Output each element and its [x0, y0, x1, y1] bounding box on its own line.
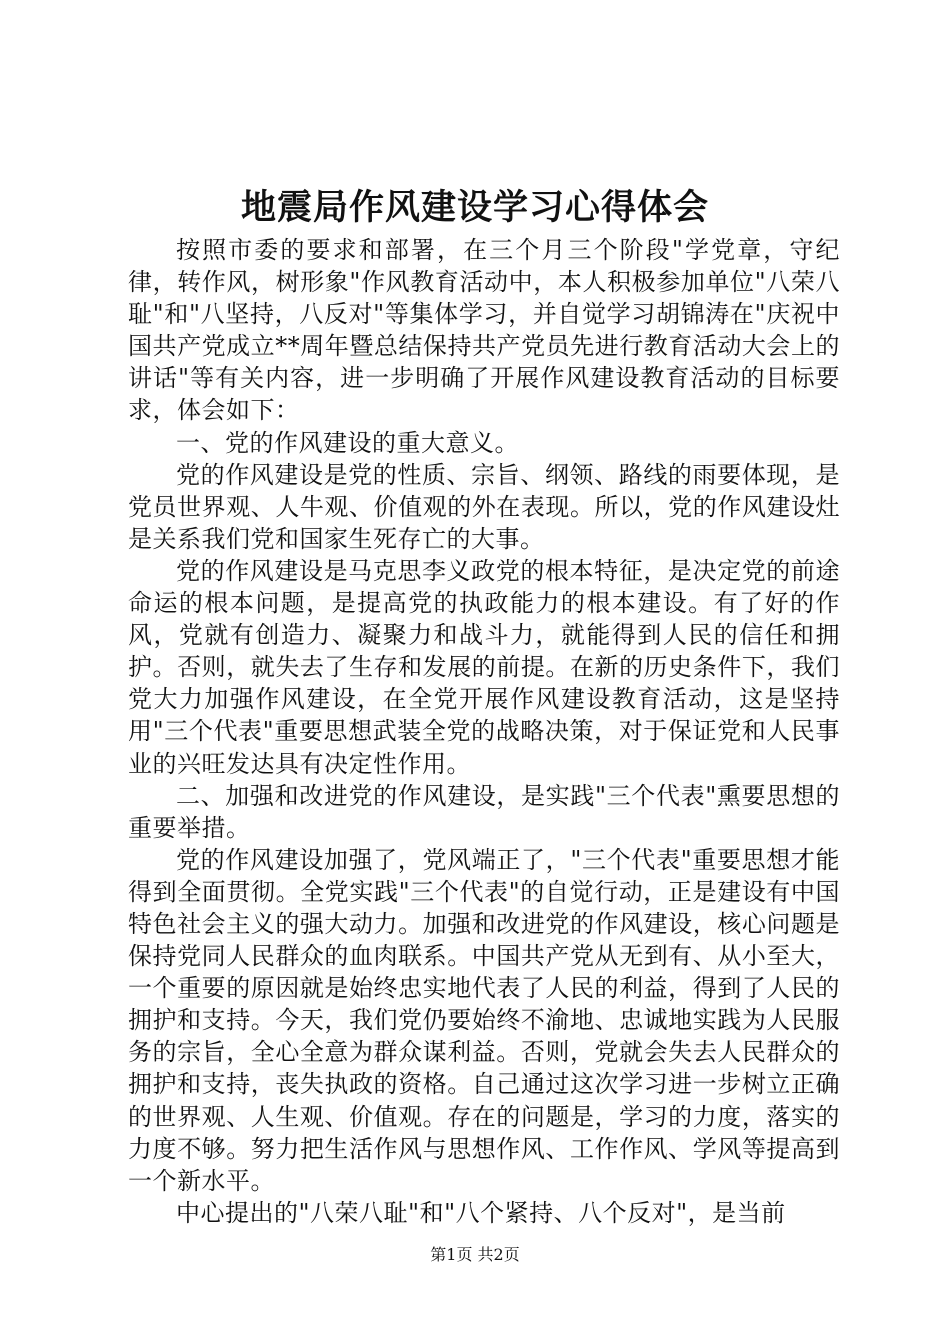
page-number-footer: 第1页 共2页 — [430, 1245, 520, 1264]
section-heading-improvement: 二、加强和改进党的作风建设，是实践"三个代表"熏要思想的重要举措。 — [128, 781, 840, 842]
paragraph-improvement: 党的作风建设加强了，党风端正了，"三个代表"重要思想才能得到全面贯彻。全党实践"三个代表"的自觉行动，正是建设有中国特色社会主义的强大动力。加强和改进党的作风建设，核心问题是保持党同人民群众的血肉联系。中国共产党从无到有、从小至大，一个重要的原因就是始终忠实地代表了人民的利益，得到了人民的拥护和支持。今天，我们党仍要始终不渝地、忠诚地实践为人民服务的宗旨，全心全意为群众谋利益。否则，党就会失去人民群众的拥护和支持，丧失执政的资格。自己通过这次学习进一步树立正确的世界观、人生观、价值观。存在的问题是，学习的力度，落实的力度不够。努力把生活作风与思想作风、工作作风、学风等提高到一个新水平。 — [128, 845, 840, 1195]
paragraph-continued: 中心提出的"八荣八耻"和"八个紧持、八个反对"，是当前 — [176, 1198, 786, 1227]
paragraph-characteristics: 党的作风建设是马克思李义政党的根本特征，是决定党的前途命运的根本问题，是提高党的执政能力的根本建设。有了好的作风，党就有创造力、凝聚力和战斗力，就能得到人民的信任和拥护。否则，就失去了生存和发展的前提。在新的历史条件下，我们党大力加强作风建设，在全党开展作风建设教育活动，这是坚持用"三个代表"重要思想武装全党的战略决策，对于保证党和人民事业的兴旺发达具有决定性作用。 — [128, 556, 840, 778]
document-body — [128, 234, 840, 1229]
paragraph-significance: 党的作风建设是党的性质、宗旨、纲领、路线的雨要体现，是党员世界观、人牛观、价值观的外在表现。所以，党的作风建设灶是关系我们党和国家生死存亡的大事。 — [128, 460, 840, 553]
section-heading-significance: 一、党的作风建设的重大意义。 — [176, 428, 519, 457]
paragraph-intro: 按照市委的要求和部署，在三个月三个阶段"学党章，守纪律，转作风，树形象"作风教育活动中，本人积极参加单位"八荣八耻"和"八坚持，八反对"等集体学习，并自觉学习胡锦涛在"庆祝中国共产党成立**周年暨总结保持共产党员先进行教育活动大会上的讲话"等有关内容，进一步明确了开展作风建设教育活动的目标要求，体会如下： — [128, 236, 840, 425]
document-title: 地震局作风建设学习心得体会 — [240, 187, 709, 228]
